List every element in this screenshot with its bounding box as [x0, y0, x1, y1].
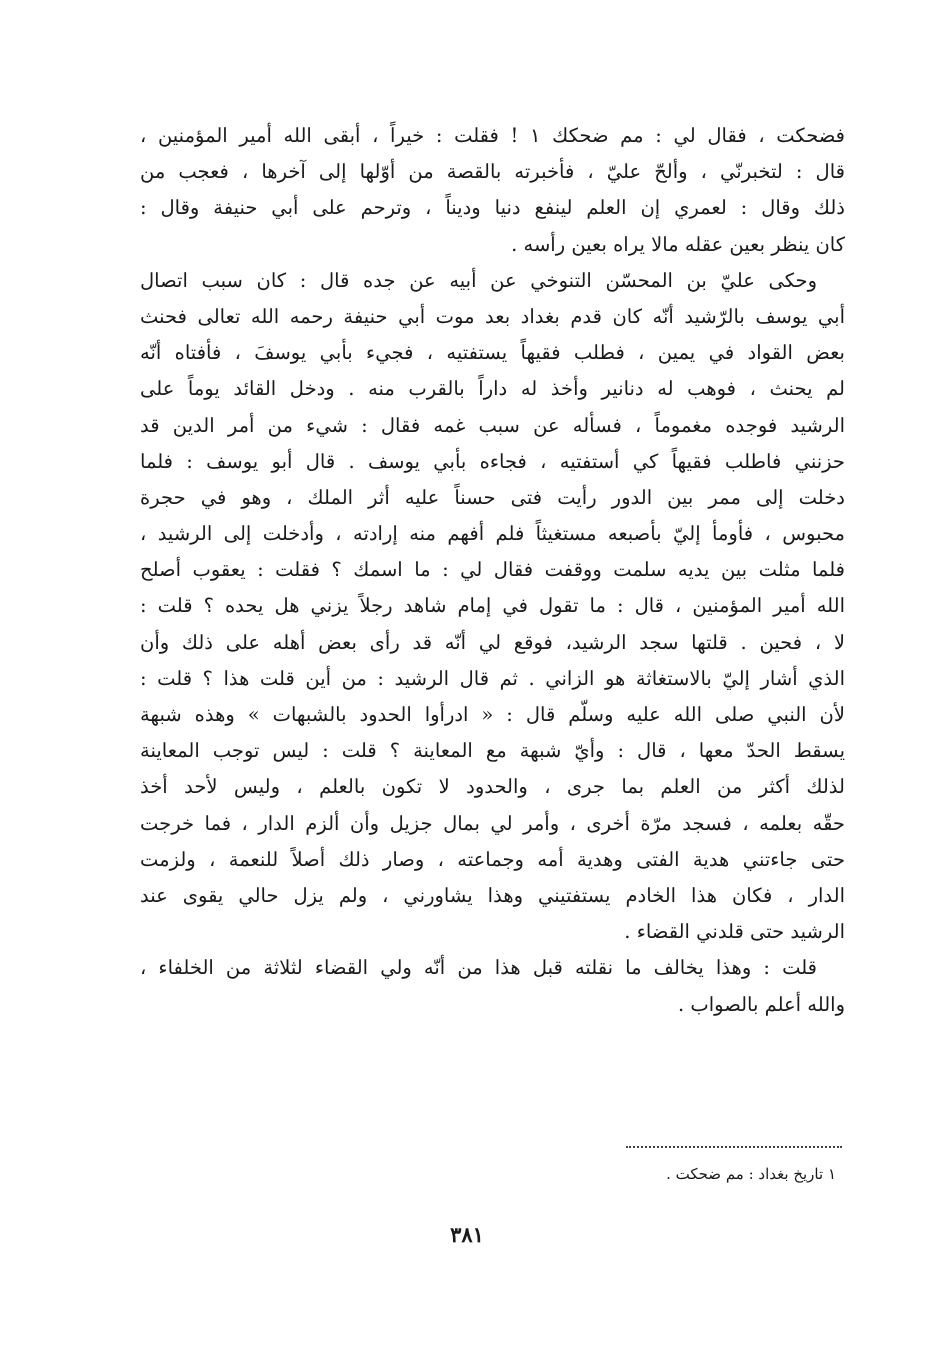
text-line-12: محبوس ، فأومأ إليّ بأصبعه مستغيثاً فلم أفهم منه إرادته ، وأدخلت إلى الرشيد ،: [140, 522, 845, 546]
text-line-9: الرشيد فوجده مغموماً ، فسأله عن سبب غمه فقال : شيء من أمر الدين قد: [140, 413, 845, 437]
text-line-1: فضحكت ، فقال لي : مم ضحكك ١ ! فقلت : خيراً ، أبقى الله أمير المؤمنين ،: [140, 124, 845, 147]
main-text-block: [140, 118, 845, 1023]
footnote-separator: [626, 1146, 842, 1148]
text-line-14: الله أمير المؤمنين ، قال : ما تقول في إمام شاهد رجلاً يزني هل يحده ؟ قلت :: [140, 594, 845, 618]
text-line-16: الذي أشار إليّ بالاستغاثة هو الزاني . ثم قال الرشيد : من أين قلت هذا ؟ قلت :: [140, 666, 845, 690]
text-line-23: الرشيد حتى قلدني القضاء .: [624, 920, 845, 944]
text-line-22: الدار ، فكان هذا الخادم يستفتيني وهذا يشاورني ، ولم يزل حالي يقوى عند: [140, 883, 845, 907]
text-line-7: بعض القواد في يمين ، فطلب فقيهاً يستفتيه ، فجيء بأبي يوسفَ ، فأفتاه أنّه: [140, 341, 845, 365]
text-line-13: فلما مثلت بين يديه سلمت ووقفت فقال لي : ما اسمك ؟ فقلت : يعقوب أصلح: [140, 558, 845, 582]
text-line-21: حتى جاءتني هدية الفتى وهدية أمه وجماعته ، وصار ذلك أصلاً للنعمة ، ولزمت: [140, 847, 845, 871]
text-line-3: ذلك وقال : لعمري إن العلم لينفع دنيا وديناً ، وترحم على أبي حنيفة وقال :: [140, 196, 845, 220]
text-line-15: لا ، فحين . قلتها سجد الرشيد، فوقع لي أنّه قد رأى بعض أهله على ذلك وأن: [140, 630, 845, 654]
text-line-18: يسقط الحدّ معها ، قال : وأيّ شبهة مع المعاينة ؟ قلت : ليس توجب المعاينة: [140, 739, 845, 763]
text-line-24: قلت : وهذا يخالف ما نقلته قبل هذا من أنّه ولي القضاء لثلاثة من الخلفاء ،: [140, 956, 817, 980]
text-line-10: حزنني فاطلب فقيهاً كي أستفتيه ، فجاءه بأبي يوسف . قال أبو يوسف : فلما: [140, 449, 845, 473]
text-line-20: حقّه بعلمه ، فسجد مرّة أخرى ، وأمر لي بمال جزيل وأن ألزم الدار ، فما خرجت: [140, 811, 845, 835]
text-line-2: قال : لتخبرنّي ، وألحّ عليّ ، فأخبرته بالقصة من أوّلها إلى آخرها ، فعجب من: [140, 160, 845, 184]
text-line-11: دخلت إلى ممر بين الدور رأيت فتى حسناً عليه أثر الملك ، وهو في حجرة: [140, 485, 845, 509]
text-line-19: لذلك أكثر من العلم بما جرى ، والحدود لا تكون بالعلم ، وليس لأحد أخذ: [140, 775, 845, 799]
text-line-17: لأن النبي صلى الله عليه وسلّم قال : « ادرأوا الحدود بالشبهات » وهذه شبهة: [140, 703, 845, 726]
footnote: ١ تاريخ بغداد : مم ضحكت .: [666, 1165, 836, 1183]
text-line-5: وحكى عليّ بن المحسّن التنوخي عن أبيه عن جده قال : كان سبب اتصال: [140, 268, 817, 292]
text-line-4: كان ينظر بعين عقله مالا يراه بعين رأسه .: [511, 232, 845, 256]
page-number: ٣٨١: [450, 1222, 484, 1247]
text-line-6: أبي يوسف بالرّشيد أنّه كان قدم بغداد بعد موت أبي حنيفة رحمه الله تعالى فحنث: [140, 304, 845, 328]
text-line-25: والله أعلم بالصواب .: [677, 992, 845, 1016]
text-line-8: لم يحنث ، فوهب له دنانير وأخذ له داراً بالقرب منه . ودخل القائد يوماً على: [140, 377, 845, 401]
